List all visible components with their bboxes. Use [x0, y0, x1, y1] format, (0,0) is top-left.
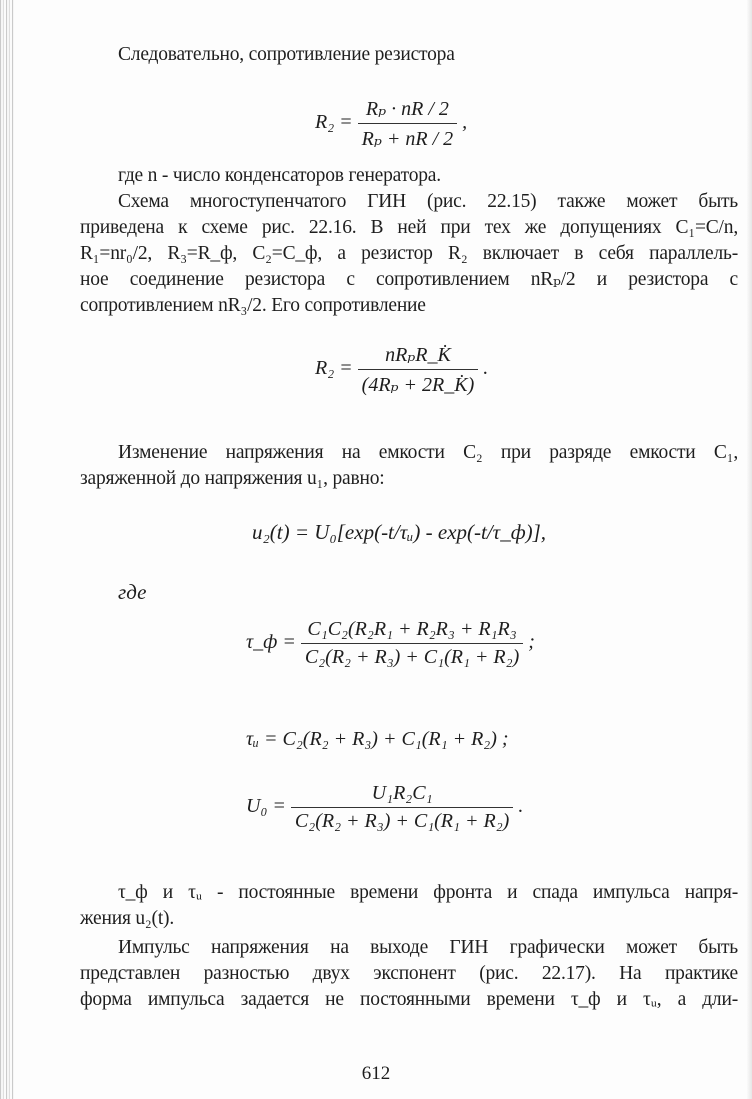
fraction — [301, 618, 523, 669]
page-edge — [746, 0, 752, 1099]
text-line: жения u₂(t). — [80, 908, 175, 929]
page-number: 612 — [361, 1063, 391, 1084]
paragraph-time-constants — [80, 880, 738, 932]
formula-u2: u₂(t) = U₀[exp(-t/τᵤ) - exp(-t/τ_ф)], — [252, 520, 547, 544]
paragraph-where-n: где n - число конденсаторов генератора. — [118, 165, 441, 186]
formula-r2-second — [315, 342, 488, 397]
numerator: Rₚ · nR / 2 — [365, 98, 449, 120]
numerator: nRₚR_K̇ — [385, 344, 451, 366]
denominator: Rₚ + nR / 2 — [358, 123, 457, 151]
denominator: (4Rₚ + 2R_K̇) — [358, 369, 479, 397]
formula-tail: . — [518, 795, 524, 818]
paragraph-voltage-change — [80, 440, 738, 492]
fraction — [358, 96, 457, 151]
where-label: где — [118, 580, 147, 604]
formula-tail: ; — [528, 631, 535, 654]
fraction — [291, 782, 513, 833]
text-line: заряженной до напряжения u₁, равно: — [80, 468, 385, 489]
text-line: ное соединение резистора с сопротивлением nRₚ/2 и резистора с — [80, 269, 738, 290]
text-line: форма импульса задается не постоянными времени τ_ф и τᵤ, а дли- — [80, 989, 738, 1010]
formula-tau-front — [246, 618, 535, 669]
paragraph-pulse-shape — [80, 935, 738, 1013]
numerator: U₁R₂C₁ — [371, 782, 433, 804]
text-line: приведена к схеме рис. 22.16. В ней при тех же допущениях C₁=C/n, — [80, 217, 738, 238]
formula-lhs: U₀ = — [246, 795, 286, 818]
formula-lhs: τ_ф = — [246, 631, 296, 654]
text-line: Изменение напряжения на емкости C₂ при разряде емкости C₁, — [118, 442, 738, 463]
text-line: τ_ф и τᵤ - постоянные времени фронта и спада импульса напря- — [118, 882, 738, 903]
paragraph-intro: Следовательно, сопротивление резистора — [118, 44, 455, 65]
formula-tau-decay: τᵤ = C₂(R₂ + R₃) + C₁(R₁ + R₂) ; — [246, 728, 509, 750]
formula-tail: . — [483, 357, 489, 380]
text-line: представлен разностью двух экспонент (рис. 22.17). На практике — [80, 963, 738, 984]
text-line: сопротивлением nR₃/2. Его сопротивление — [80, 295, 426, 316]
paragraph-scheme — [80, 189, 738, 319]
formula-tail: , — [462, 111, 468, 134]
denominator: C₂(R₂ + R₃) + C₁(R₁ + R₂) — [301, 643, 523, 669]
text-line: Импульс напряжения на выходе ГИН графически может быть — [118, 937, 738, 958]
binding-shadow — [0, 0, 14, 1099]
formula-lhs: R₂ = — [315, 357, 353, 380]
text-line: Схема многоступенчатого ГИН (рис. 22.15) также может быть — [118, 191, 738, 212]
formula-lhs: R₂ = — [315, 111, 353, 134]
numerator: C₁C₂(R₂R₁ + R₂R₃ + R₁R₃ — [307, 618, 517, 640]
formula-r2-first — [315, 96, 467, 151]
denominator: C₂(R₂ + R₃) + C₁(R₁ + R₂) — [291, 807, 513, 833]
formula-u0 — [246, 782, 523, 833]
fraction — [358, 342, 479, 397]
text-line: R₁=nr₀/2, R₃=R_ф, C₂=C_ф, а резистор R₂ включает в себя параллель- — [80, 243, 738, 264]
